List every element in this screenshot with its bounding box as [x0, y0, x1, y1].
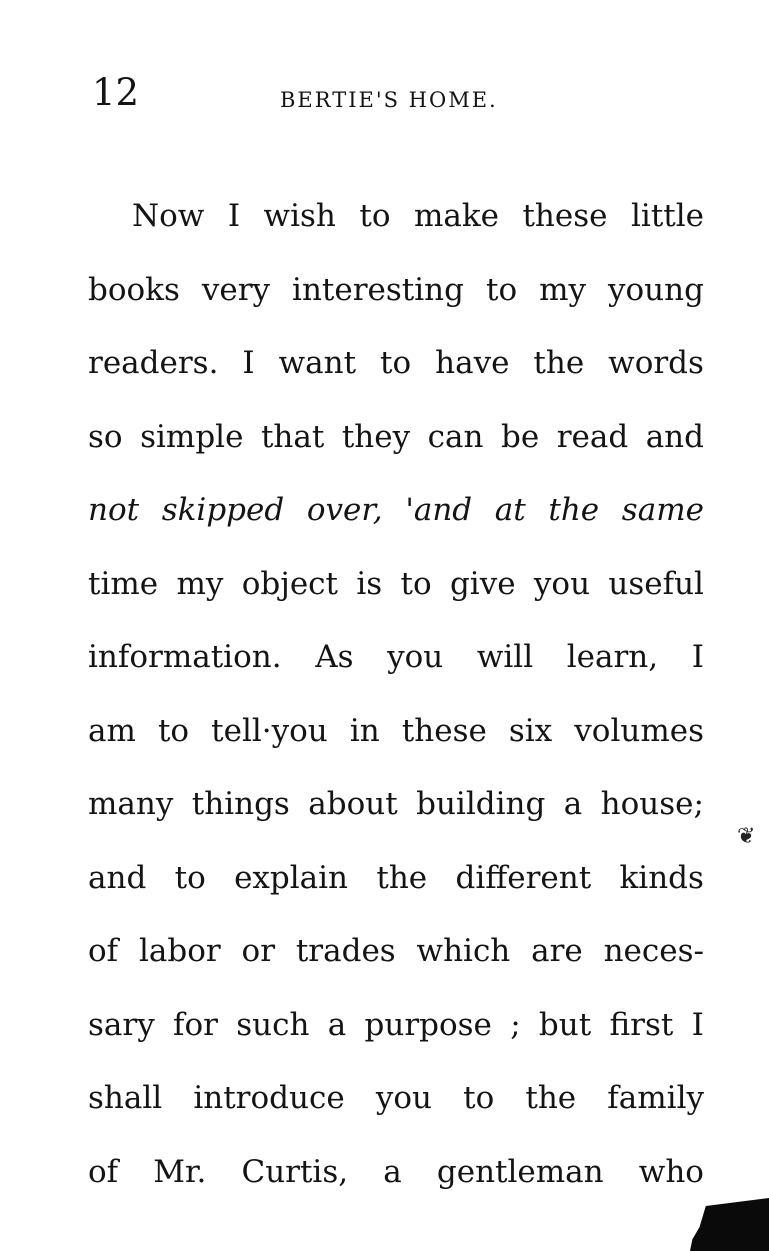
word: to	[380, 345, 412, 381]
word: can	[427, 418, 484, 455]
word: a	[563, 786, 583, 822]
word: of	[88, 933, 119, 969]
text-line	[88, 1136, 704, 1210]
word: shall	[88, 1080, 163, 1116]
word: will	[476, 639, 534, 675]
word: over,	[306, 492, 383, 528]
word: the	[548, 492, 600, 528]
text-line	[88, 548, 704, 622]
text-line	[88, 695, 704, 769]
word: wish	[263, 198, 336, 234]
text-line	[88, 989, 704, 1063]
word: or	[241, 933, 276, 969]
word: I	[227, 198, 241, 234]
word: of	[88, 1153, 119, 1190]
word: young	[608, 271, 704, 308]
word: that	[260, 418, 325, 455]
word: object	[241, 565, 338, 602]
word: to	[485, 271, 518, 308]
word: words	[608, 345, 704, 381]
text-line	[88, 327, 704, 401]
word: want	[278, 345, 357, 381]
word: learn,	[566, 639, 659, 675]
word: to	[359, 198, 391, 234]
word: are	[531, 933, 583, 969]
word: house;	[600, 786, 704, 822]
word: introduce	[193, 1080, 345, 1116]
word: be	[500, 418, 540, 455]
word: you	[387, 639, 444, 675]
word: many	[88, 786, 174, 822]
word: readers.	[88, 345, 219, 381]
word: As	[315, 639, 354, 675]
word: to	[157, 712, 190, 749]
text-line	[88, 842, 704, 916]
text-line	[88, 768, 704, 842]
page-number: 12	[92, 71, 140, 114]
word: you	[533, 565, 591, 602]
running-head: BERTIE'S HOME.	[280, 88, 498, 112]
word: a	[383, 1153, 402, 1190]
word: sary	[88, 1006, 155, 1043]
word: have	[435, 345, 510, 381]
word: my	[539, 271, 587, 308]
word: ;	[510, 1006, 521, 1043]
text-line	[88, 180, 704, 254]
word: give	[449, 565, 516, 602]
word: a	[327, 1006, 347, 1043]
text-line	[88, 401, 704, 475]
word: to	[400, 565, 432, 602]
word: to	[174, 859, 206, 896]
word: books	[88, 271, 180, 308]
word: the	[376, 859, 428, 896]
word: so	[88, 418, 123, 455]
word: skipped	[161, 492, 285, 528]
word: things	[191, 786, 290, 822]
word: Now	[132, 198, 205, 234]
word: family	[607, 1080, 704, 1116]
word: make	[413, 198, 499, 234]
word: purpose	[364, 1006, 492, 1043]
word: gentleman	[436, 1153, 604, 1190]
word: neces-	[603, 933, 704, 969]
text-line	[88, 621, 704, 695]
word: who	[638, 1153, 704, 1190]
word: very	[201, 271, 271, 308]
word: for	[173, 1006, 218, 1043]
word: trades	[295, 933, 396, 969]
word: the	[525, 1080, 577, 1116]
word: is	[356, 565, 383, 602]
word: same	[621, 492, 704, 528]
word: different	[455, 859, 592, 896]
text-line	[88, 1062, 704, 1136]
word: the	[533, 345, 585, 381]
word: Curtis,	[241, 1153, 349, 1190]
word: interesting	[292, 271, 464, 308]
word: am	[88, 712, 136, 749]
word: volumes	[574, 712, 704, 749]
word: I	[691, 639, 704, 675]
word: I	[242, 345, 255, 381]
word: tell·you	[211, 712, 328, 749]
word: read	[556, 418, 629, 455]
word: these	[401, 712, 487, 749]
margin-ornament-icon: ❦	[737, 824, 756, 849]
text-line	[88, 915, 704, 989]
word: at	[494, 492, 526, 528]
word: and	[645, 418, 704, 455]
word: not	[88, 492, 140, 528]
word: building	[416, 786, 546, 822]
word: but	[538, 1006, 592, 1043]
word: these	[522, 198, 608, 234]
word: my	[176, 565, 224, 602]
word: kinds	[619, 859, 704, 896]
word: first	[609, 1006, 674, 1043]
word: which	[416, 933, 511, 969]
word: you	[375, 1080, 432, 1116]
word: little	[630, 198, 704, 234]
word: simple	[140, 418, 244, 455]
word: they	[341, 418, 411, 455]
body-text	[88, 180, 704, 1209]
text-line	[88, 254, 704, 328]
word: useful	[608, 565, 704, 602]
word: in	[349, 712, 380, 749]
word: Mr.	[153, 1153, 207, 1190]
word: to	[463, 1080, 495, 1116]
text-line	[88, 474, 704, 548]
word: I	[691, 1006, 704, 1043]
word: about	[308, 786, 398, 822]
word: information.	[88, 639, 282, 675]
word: time	[88, 565, 159, 602]
word: such	[236, 1006, 310, 1043]
word: labor	[138, 933, 221, 969]
word: 'and	[405, 492, 473, 528]
word: explain	[234, 859, 349, 896]
word: six	[508, 712, 553, 749]
word: and	[88, 859, 147, 896]
